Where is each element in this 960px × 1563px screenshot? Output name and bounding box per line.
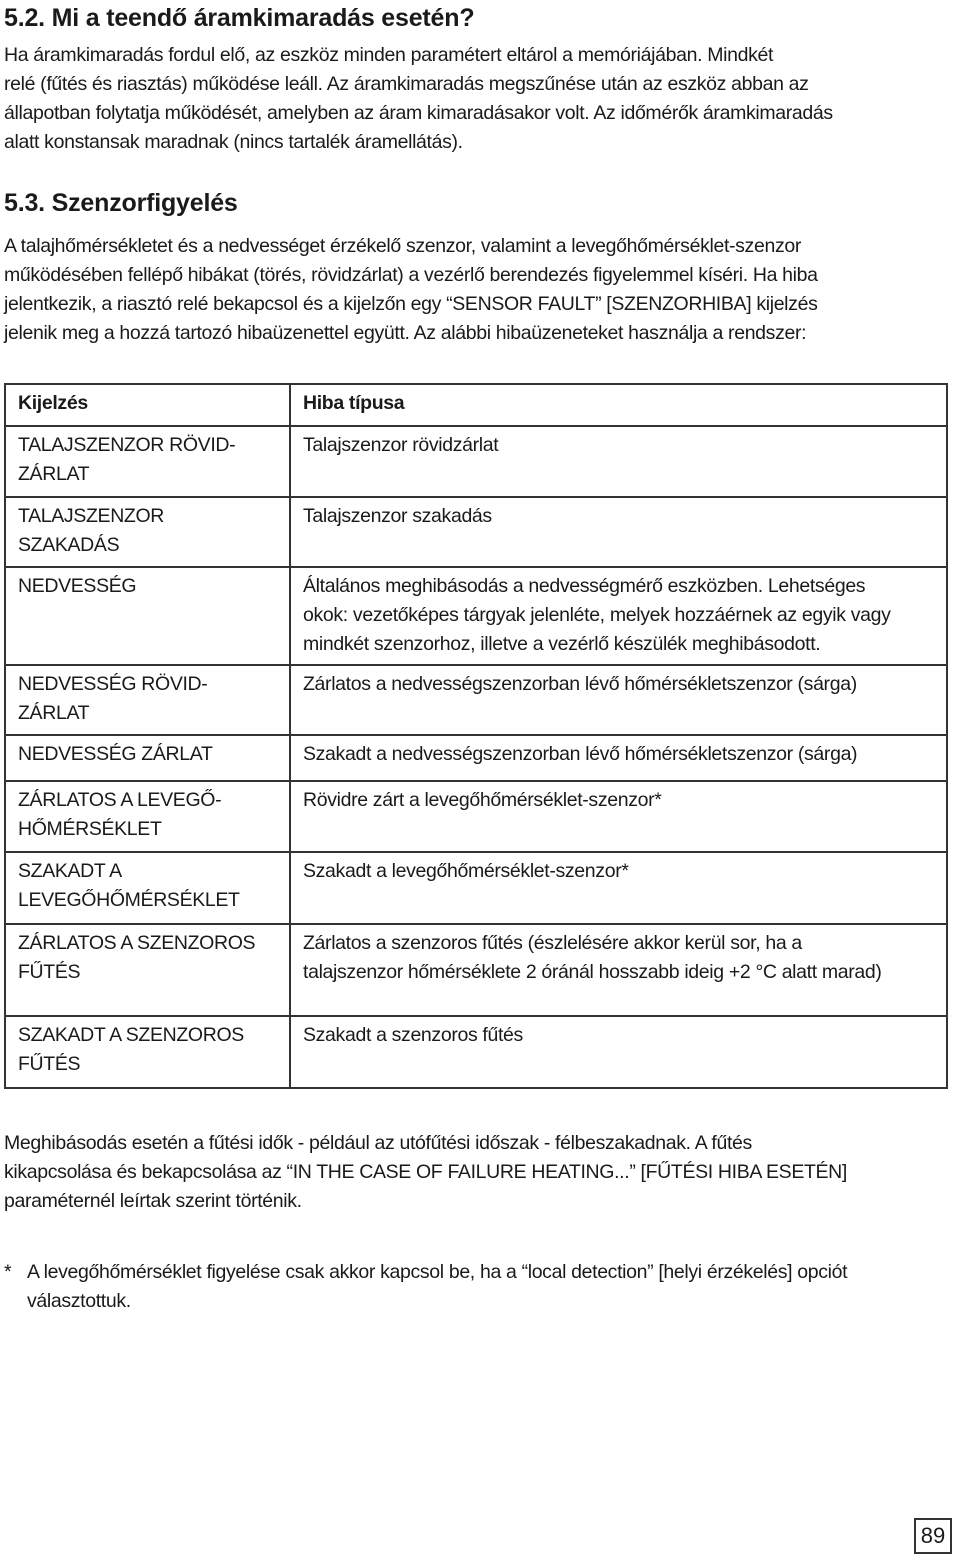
text-line: Ha áramkimaradás fordul elő, az eszköz minden paramétert eltárol a memóriájában. Mindkét — [4, 44, 774, 66]
type-text: Talajszenzor rövidzárlat — [303, 434, 499, 456]
text-line: Meghibásodás esetén a fűtési idők - például az utófűtési időszak - félbeszakadnak. A fűtés — [4, 1132, 752, 1154]
display-cell — [5, 781, 290, 852]
display-cell — [5, 497, 290, 567]
table-row — [5, 665, 947, 735]
text-line: A talajhőmérsékletet és a nedvességet érzékelő szenzor, valamint a levegőhőmérséklet-szenzor — [4, 235, 801, 257]
text-line: jelentkezik, a riasztó relé bekapcsol és a kijelzőn egy “SENSOR FAULT” [SZENZORHIBA] kijelzés — [4, 293, 818, 315]
footnote-asterisk: * — [4, 1261, 12, 1283]
type-cell — [290, 1016, 947, 1088]
display-text: LEVEGŐHŐMÉRSÉKLET — [18, 889, 240, 911]
header-cell-display — [5, 384, 290, 426]
type-cell — [290, 781, 947, 852]
table-row — [5, 852, 947, 924]
table-row — [5, 735, 947, 781]
footnote — [27, 1258, 952, 1316]
type-text: Zárlatos a nedvességszenzorban lévő hőmérsékletszenzor (sárga) — [303, 673, 857, 695]
type-text: Zárlatos a szenzoros fűtés (észlelésére akkor kerül sor, ha a — [303, 932, 802, 954]
display-text: SZAKADT A SZENZOROS — [18, 1024, 244, 1046]
type-text: Általános meghibásodás a nedvességmérő eszközben. Lehetséges — [303, 575, 866, 597]
header-cell-type — [290, 384, 947, 426]
text-line: kikapcsolása és bekapcsolása az “IN THE CASE OF FAILURE HEATING...” [FŰTÉSI HIBA ESETÉN] — [4, 1161, 847, 1183]
type-cell — [290, 665, 947, 735]
footnote-line: választottuk. — [27, 1290, 131, 1312]
after-table-paragraph — [4, 1129, 949, 1216]
display-text: TALAJSZENZOR RÖVID- — [18, 434, 236, 456]
table-row — [5, 567, 947, 665]
type-text: Szakadt a levegőhőmérséklet-szenzor* — [303, 860, 629, 882]
display-cell — [5, 426, 290, 497]
type-text: Talajszenzor szakadás — [303, 505, 492, 527]
display-text: TALAJSZENZOR — [18, 505, 165, 527]
section-5-3-heading: 5.3. Szenzorfigyelés — [4, 189, 238, 217]
display-text: HŐMÉRSÉKLET — [18, 818, 162, 840]
table-row — [5, 781, 947, 852]
type-text: Szakadt a nedvességszenzorban lévő hőmérsékletszenzor (sárga) — [303, 743, 858, 765]
text-line: állapotban folytatja működését, amelyben az áram kimaradásakor volt. Az időmérők áramkimaradás — [4, 102, 833, 124]
display-text: ZÁRLAT — [18, 702, 90, 724]
display-text: ZÁRLATOS A SZENZOROS — [18, 932, 256, 954]
text-line: jelenik meg a hozzá tartozó hibaüzenettel együtt. Az alábbi hibaüzeneteket használja a rendszer: — [4, 322, 807, 344]
display-cell — [5, 665, 290, 735]
type-cell — [290, 497, 947, 567]
type-text: talajszenzor hőmérséklete 2 óránál hosszabb ideig +2 °C alatt marad) — [303, 961, 882, 983]
table-row — [5, 497, 947, 567]
type-cell — [290, 735, 947, 781]
display-cell — [5, 735, 290, 781]
type-cell — [290, 924, 947, 1016]
display-text: NEDVESSÉG — [18, 575, 137, 597]
display-text: FŰTÉS — [18, 961, 81, 983]
type-cell — [290, 567, 947, 665]
display-text: FŰTÉS — [18, 1053, 81, 1075]
text-line: alatt konstansak maradnak (nincs tartalék áramellátás). — [4, 131, 463, 153]
text-line: relé (fűtés és riasztás) működése leáll. Az áramkimaradás megszűnése után az eszköz abban az — [4, 73, 809, 95]
header-display-label: Kijelzés — [18, 392, 88, 414]
type-text: Szakadt a szenzoros fűtés — [303, 1024, 523, 1046]
display-text: NEDVESSÉG ZÁRLAT — [18, 743, 213, 765]
section-5-2-paragraph — [4, 41, 949, 157]
display-cell — [5, 924, 290, 1016]
section-5-3-paragraph — [4, 232, 949, 348]
fault-table — [4, 383, 948, 1089]
text-line: paraméternél leírtak szerint történik. — [4, 1190, 302, 1212]
display-cell — [5, 852, 290, 924]
display-text: NEDVESSÉG RÖVID- — [18, 673, 208, 695]
table-header-row — [5, 384, 947, 426]
table-row — [5, 1016, 947, 1088]
page-number: 89 — [914, 1518, 952, 1554]
footnote-line: A levegőhőmérséklet figyelése csak akkor kapcsol be, ha a “local detection” [helyi érzékelés] opciót — [27, 1261, 848, 1283]
type-text: okok: vezetőképes tárgyak jelenléte, melyek hozzáérnek az egyik vagy — [303, 604, 891, 626]
table-row — [5, 426, 947, 497]
display-text: SZAKADT A — [18, 860, 122, 882]
section-5-2-heading: 5.2. Mi a teendő áramkimaradás esetén? — [4, 4, 475, 32]
header-type-label: Hiba típusa — [303, 392, 405, 414]
display-text: SZAKADÁS — [18, 534, 120, 556]
display-cell — [5, 1016, 290, 1088]
display-text: ZÁRLATOS A LEVEGŐ- — [18, 789, 222, 811]
display-cell — [5, 567, 290, 665]
type-cell — [290, 426, 947, 497]
type-text: mindkét szenzorhoz, illetve a vezérlő készülék meghibásodott. — [303, 633, 821, 655]
text-line: működésében fellépő hibákat (törés, rövidzárlat) a vezérlő berendezés figyelemmel kíséri. Ha hiba — [4, 264, 818, 286]
type-cell — [290, 852, 947, 924]
table-row — [5, 924, 947, 1016]
type-text: Rövidre zárt a levegőhőmérséklet-szenzor* — [303, 789, 662, 811]
display-text: ZÁRLAT — [18, 463, 90, 485]
